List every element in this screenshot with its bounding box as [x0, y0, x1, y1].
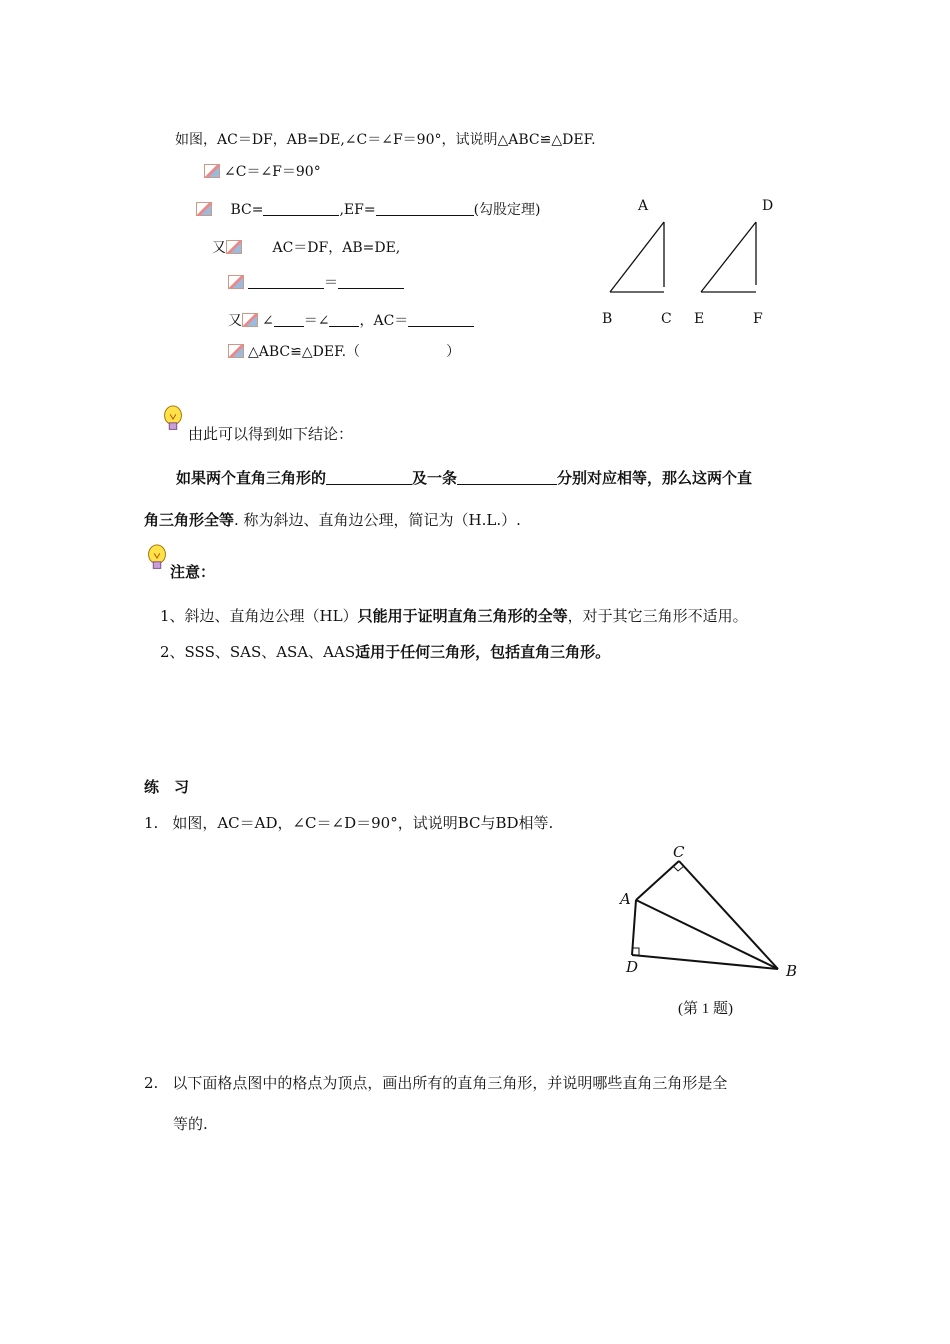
label-a2: A: [620, 890, 631, 908]
segment-ab: [636, 900, 778, 969]
blank-angle-1[interactable]: [274, 312, 304, 327]
since-icon: [226, 240, 242, 254]
label-d: D: [762, 198, 774, 214]
label-d2: D: [626, 958, 639, 976]
proof-line-4: ＝: [228, 272, 404, 292]
proof-line-1: ∠C＝∠F＝90°: [204, 161, 321, 181]
blank-bc[interactable]: [263, 201, 339, 216]
segment-ad: [632, 900, 636, 955]
question-2-line-1: 2. 以下面格点图中的格点为顶点，画出所有的直角三角形，并说明哪些直角三角形是全: [144, 1074, 728, 1092]
label-c: C: [661, 311, 672, 327]
conclusion-line-1: 如果两个直角三角形的 及一条 分别对应相等，那么这两个直: [176, 469, 753, 487]
note-item-2: 2、SSS、SAS、ASA、AAS适用于任何三角形，包括直角三角形。: [160, 643, 611, 661]
label-e: E: [694, 311, 705, 327]
blank-ac[interactable]: [408, 312, 474, 327]
question-1: 1. 如图，AC＝AD，∠C＝∠D＝90°，试说明BC与BD相等.: [144, 814, 554, 832]
lightbulb-icon: [146, 544, 168, 574]
proof-line-6: △ABC≌△DEF.（ ）: [228, 341, 460, 361]
therefore-icon: [204, 164, 220, 178]
blank-left[interactable]: [248, 274, 324, 289]
proof-line-2: BC= ,EF= (勾股定理): [196, 199, 541, 219]
note-title: 注意：: [170, 563, 216, 581]
blank-right[interactable]: [338, 274, 404, 289]
blank-hypotenuse[interactable]: [326, 470, 412, 485]
triangle-def-hypotenuse: [701, 222, 756, 292]
segment-db: [632, 955, 778, 969]
exercise-heading: 练 习: [144, 778, 190, 796]
label-b: B: [602, 311, 613, 327]
proof-line-5: 又 ∠ ＝∠ ，AC＝: [228, 310, 474, 330]
label-b2: B: [786, 962, 798, 980]
conclusion-line-2: 角三角形全等. 称为斜边、直角边公理，简记为（H.L.）.: [144, 511, 521, 529]
therefore-icon: [228, 344, 244, 358]
figure-2-quadrilateral: [610, 840, 810, 990]
lightbulb-icon: [162, 405, 184, 435]
problem-statement: 如图，AC＝DF，AB=DE,∠C＝∠F＝90°，试说明△ABC≌△DEF.: [175, 132, 596, 148]
segment-cb: [679, 861, 778, 969]
note-item-1: 1、斜边、直角边公理（HL）只能用于证明直角三角形的全等，对于其它三角形不适用。: [160, 607, 748, 625]
therefore-icon: [196, 202, 212, 216]
label-a: A: [638, 198, 649, 214]
conclusion-intro: 由此可以得到如下结论：: [188, 425, 354, 443]
blank-ef[interactable]: [376, 201, 474, 216]
proof-line-3: 又 AC＝DF，AB=DE,: [212, 240, 401, 256]
segment-ac: [636, 861, 679, 900]
label-c2: C: [673, 843, 685, 861]
blank-angle-2[interactable]: [329, 312, 359, 327]
question-2-line-2: 等的.: [173, 1115, 208, 1133]
since-icon: [242, 313, 258, 327]
therefore-icon: [228, 275, 244, 289]
blank-leg[interactable]: [457, 470, 557, 485]
triangle-abc-hypotenuse: [610, 222, 664, 292]
right-angle-mark-c: [673, 866, 684, 871]
label-f: F: [753, 311, 763, 327]
figure-caption: (第 1 题): [678, 1001, 733, 1017]
